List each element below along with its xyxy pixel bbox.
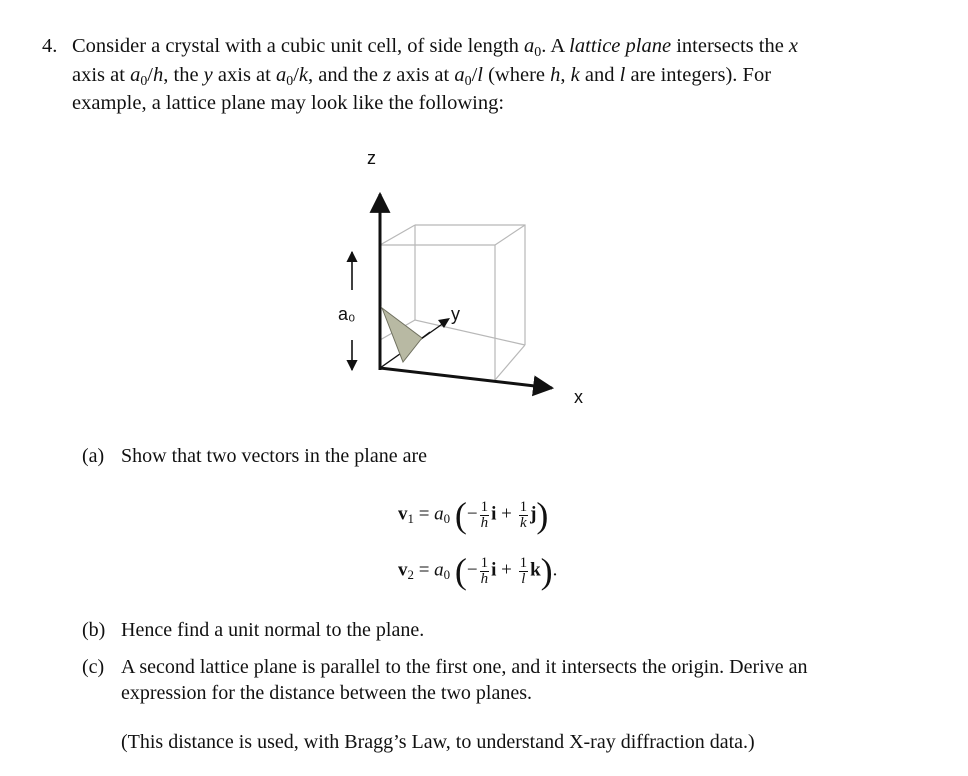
part-c-note: (This distance is used, with Bragg’s Law, to understand X-ray diffraction data.) [121,731,755,753]
part-b-label: (b) [82,619,106,641]
part-b-text: Hence find a unit normal to the plane. [121,619,425,641]
x-axis-arrow [380,368,552,388]
part-a-label: (a) [82,445,105,467]
equation-v2: $v_2 = a_0$ (− $\frac{1}{h}$ i + $\frac{1}{l}$ k). [398,551,558,591]
question-line-1: Consider a crystal with a cubic unit cell, of side length $a_0$. A lattice plane intersects the x [72,35,799,60]
part-a-text: Show that two vectors in the plane are [121,445,428,467]
lattice-plane-figure [320,180,580,410]
equation-v1: $v_1 = a_0$ (− $\frac{1}{h}$ i + $\frac{1}{k}$ j) [398,495,549,535]
z-axis-label: z [367,148,376,168]
y-axis-label: y [451,304,460,324]
part-c-line-2: expression for the distance between the two planes. [121,682,532,704]
part-c-label: (c) [82,656,105,678]
question-line-3: example, a lattice plane may look like the following: [72,92,505,114]
part-c-line-1: A second lattice plane is parallel to the first one, and it intersects the origin. Derive an [121,656,808,678]
question-number: 4. [42,35,58,57]
question-line-2: axis at $a_0/h$, the y axis at $a_0/k$, and the z axis at $a_0/l$ (where h, k and l are integers). For [72,64,772,89]
a0-label: a₀ [338,304,356,324]
x-axis-label: x [574,387,583,407]
